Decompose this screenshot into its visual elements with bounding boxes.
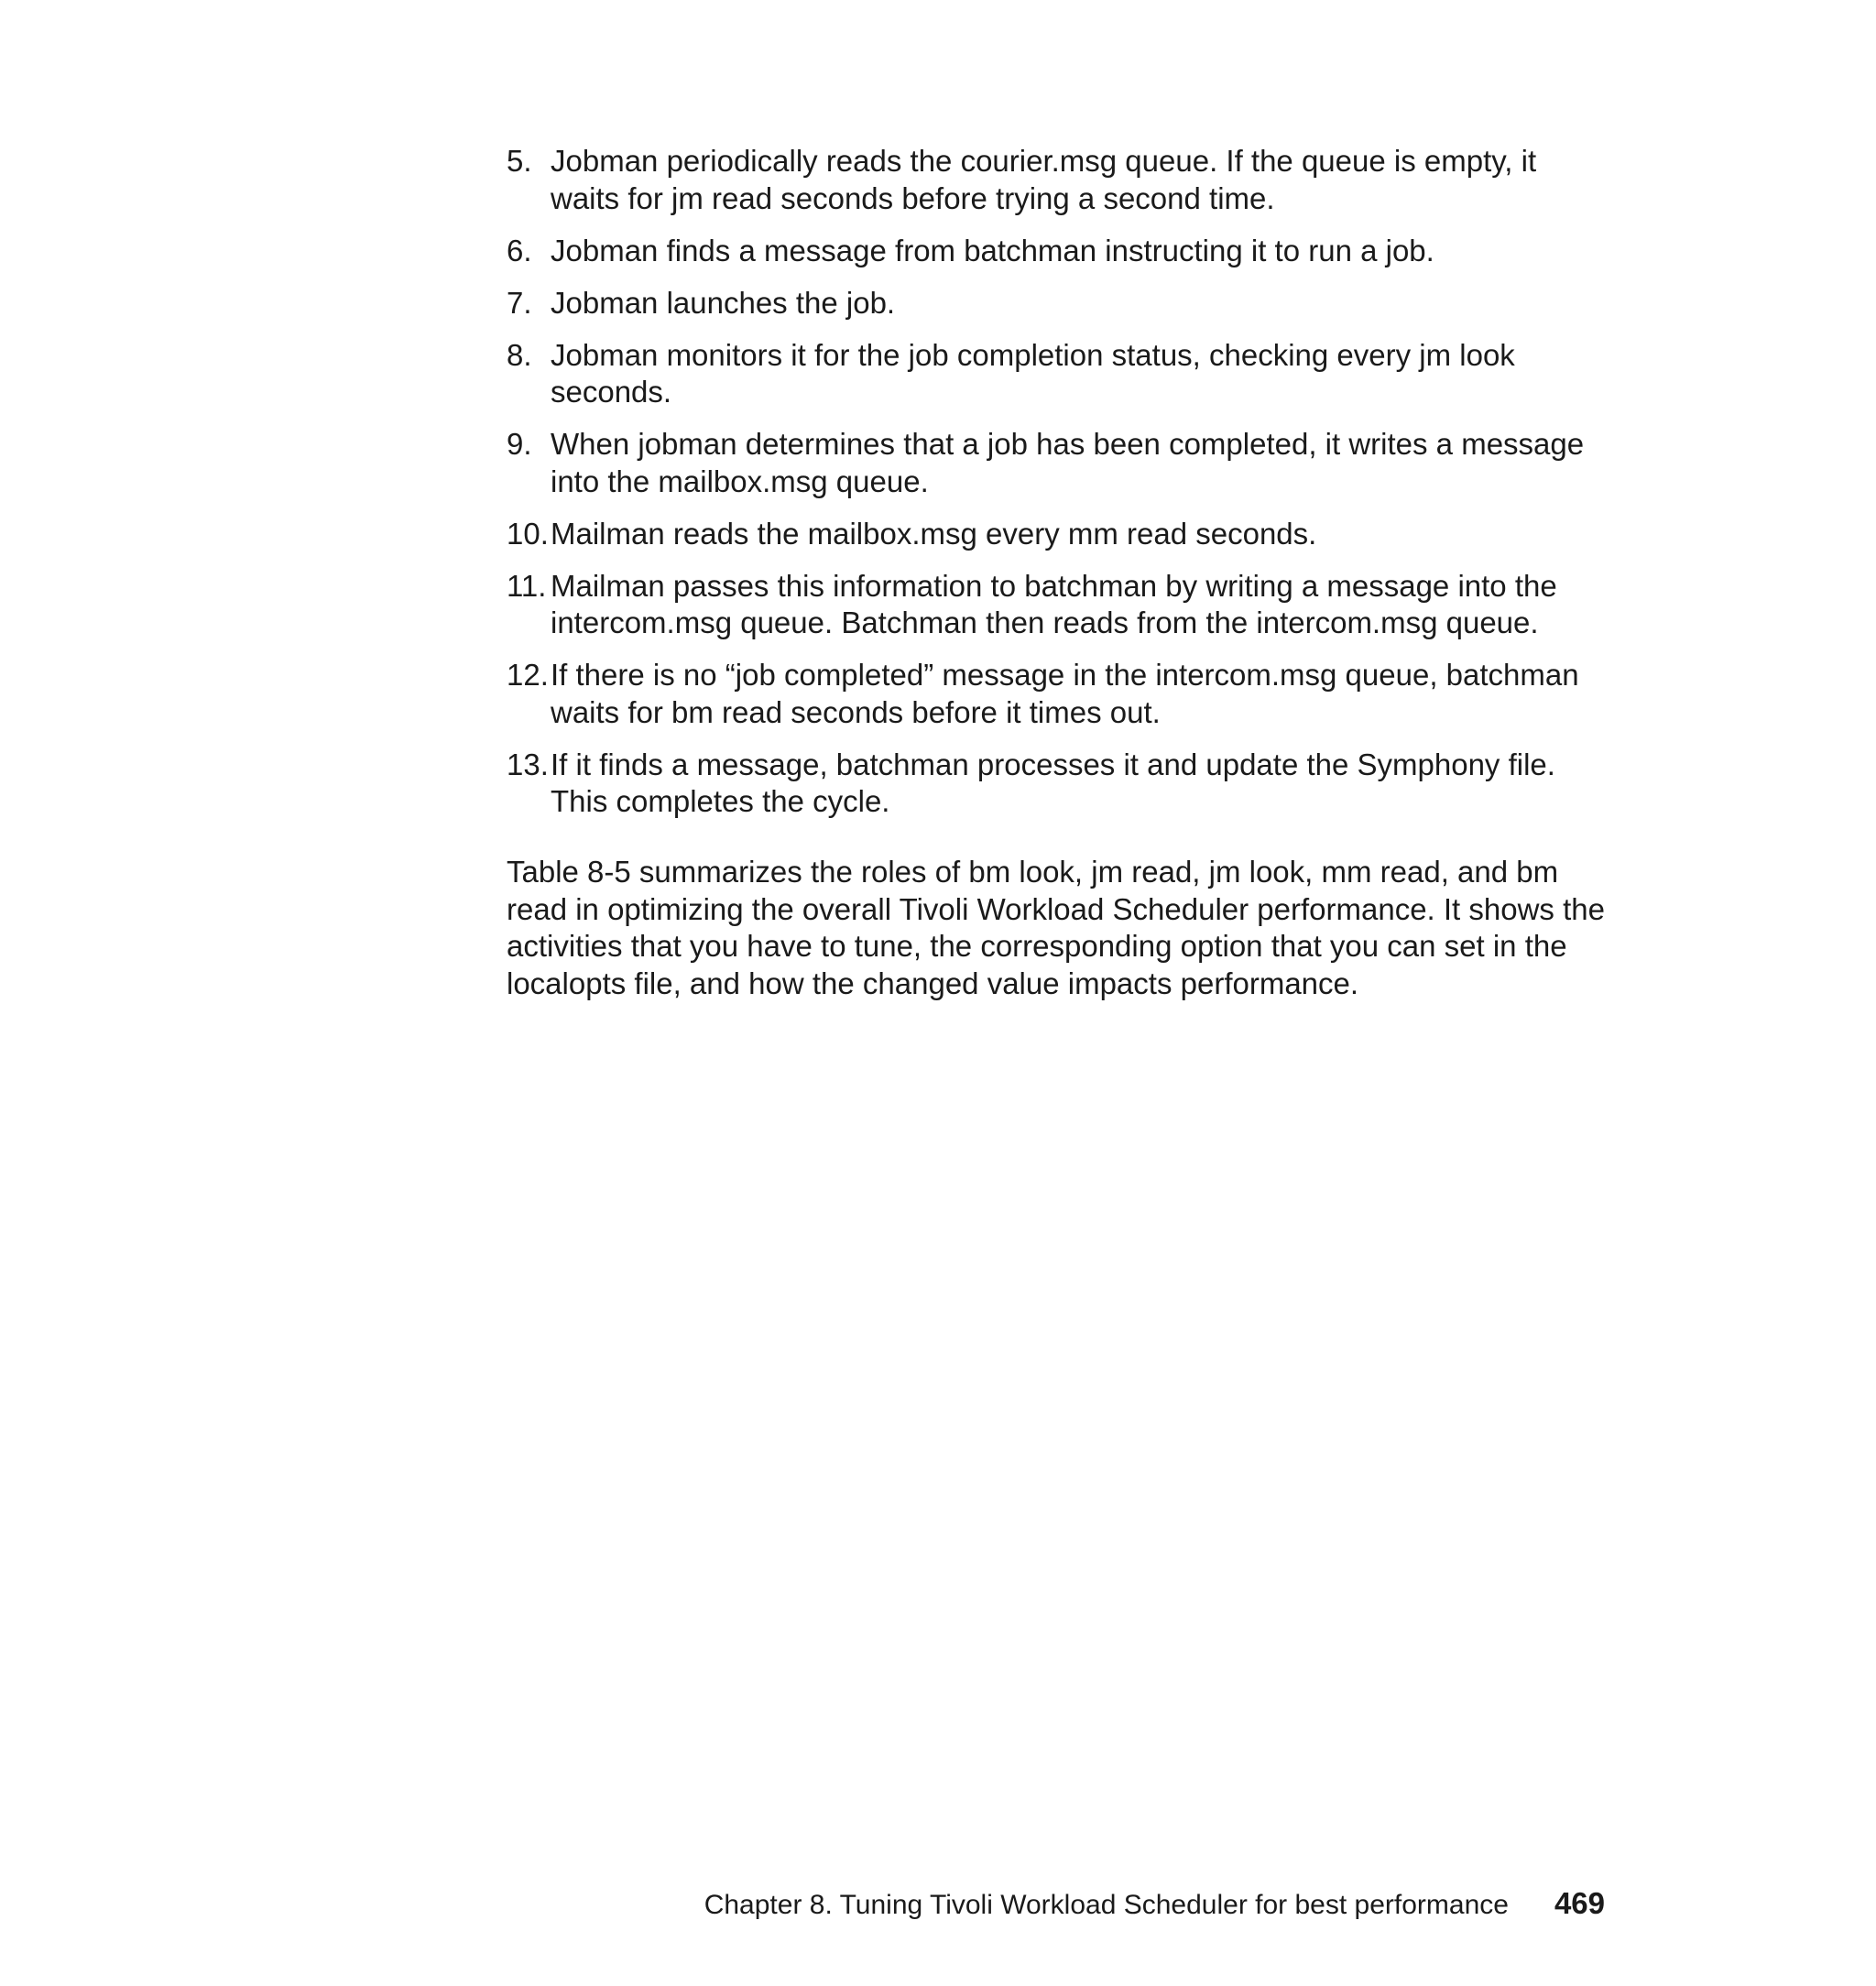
step-text: Mailman reads the mailbox.msg every mm read seconds.	[551, 516, 1317, 551]
page-number: 469	[1554, 1886, 1605, 1920]
step-text: Mailman passes this information to batchman by writing a message into the intercom.msg queue. Batchman then reads from the intercom.msg queue.	[551, 568, 1557, 639]
step-number: 7.	[507, 285, 532, 320]
list-item	[507, 143, 1606, 217]
numbered-step-list	[507, 143, 1606, 835]
list-item	[507, 657, 1606, 731]
step-text: Jobman launches the job.	[551, 285, 896, 320]
list-item	[507, 233, 1606, 270]
step-text: If there is no “job completed” message in the intercom.msg queue, batchman waits for bm read seconds before it times out.	[551, 658, 1579, 729]
step-number: 13.	[507, 747, 549, 781]
step-text: If it finds a message, batchman processes it and update the Symphony file. This completes the cycle.	[551, 747, 1555, 818]
step-text: When jobman determines that a job has been completed, it writes a message into the mailbox.msg queue.	[551, 427, 1585, 498]
list-item	[507, 337, 1606, 411]
list-item	[507, 568, 1606, 642]
step-text: Jobman monitors it for the job completion status, checking every jm look seconds.	[551, 337, 1515, 409]
list-item	[507, 285, 1606, 322]
page-footer	[0, 1885, 1605, 1924]
step-number: 9.	[507, 427, 532, 461]
step-number: 6.	[507, 233, 532, 267]
step-number: 8.	[507, 337, 532, 372]
list-item	[507, 516, 1606, 553]
list-item	[507, 426, 1606, 500]
step-number: 5.	[507, 144, 532, 178]
step-number: 11.	[507, 568, 547, 603]
list-item	[507, 747, 1606, 821]
step-number: 12.	[507, 658, 549, 692]
step-text: Jobman periodically reads the courier.msg queue. If the queue is empty, it waits for jm read seconds before trying a second time.	[551, 144, 1537, 215]
footer-chapter-title: Chapter 8. Tuning Tivoli Workload Scheduler for best performance	[704, 1890, 1509, 1920]
step-number: 10.	[507, 516, 549, 551]
summary-paragraph: Table 8-5 summarizes the roles of bm look, jm read, jm look, mm read, and bm read in optimizing the overall Tivoli Workload Scheduler performance. It shows the activities that you have to tune, the corresponding option that you can set in the localopts file, and how the changed value impacts performance.	[507, 855, 1605, 1000]
step-text: Jobman finds a message from batchman instructing it to run a job.	[551, 233, 1434, 267]
